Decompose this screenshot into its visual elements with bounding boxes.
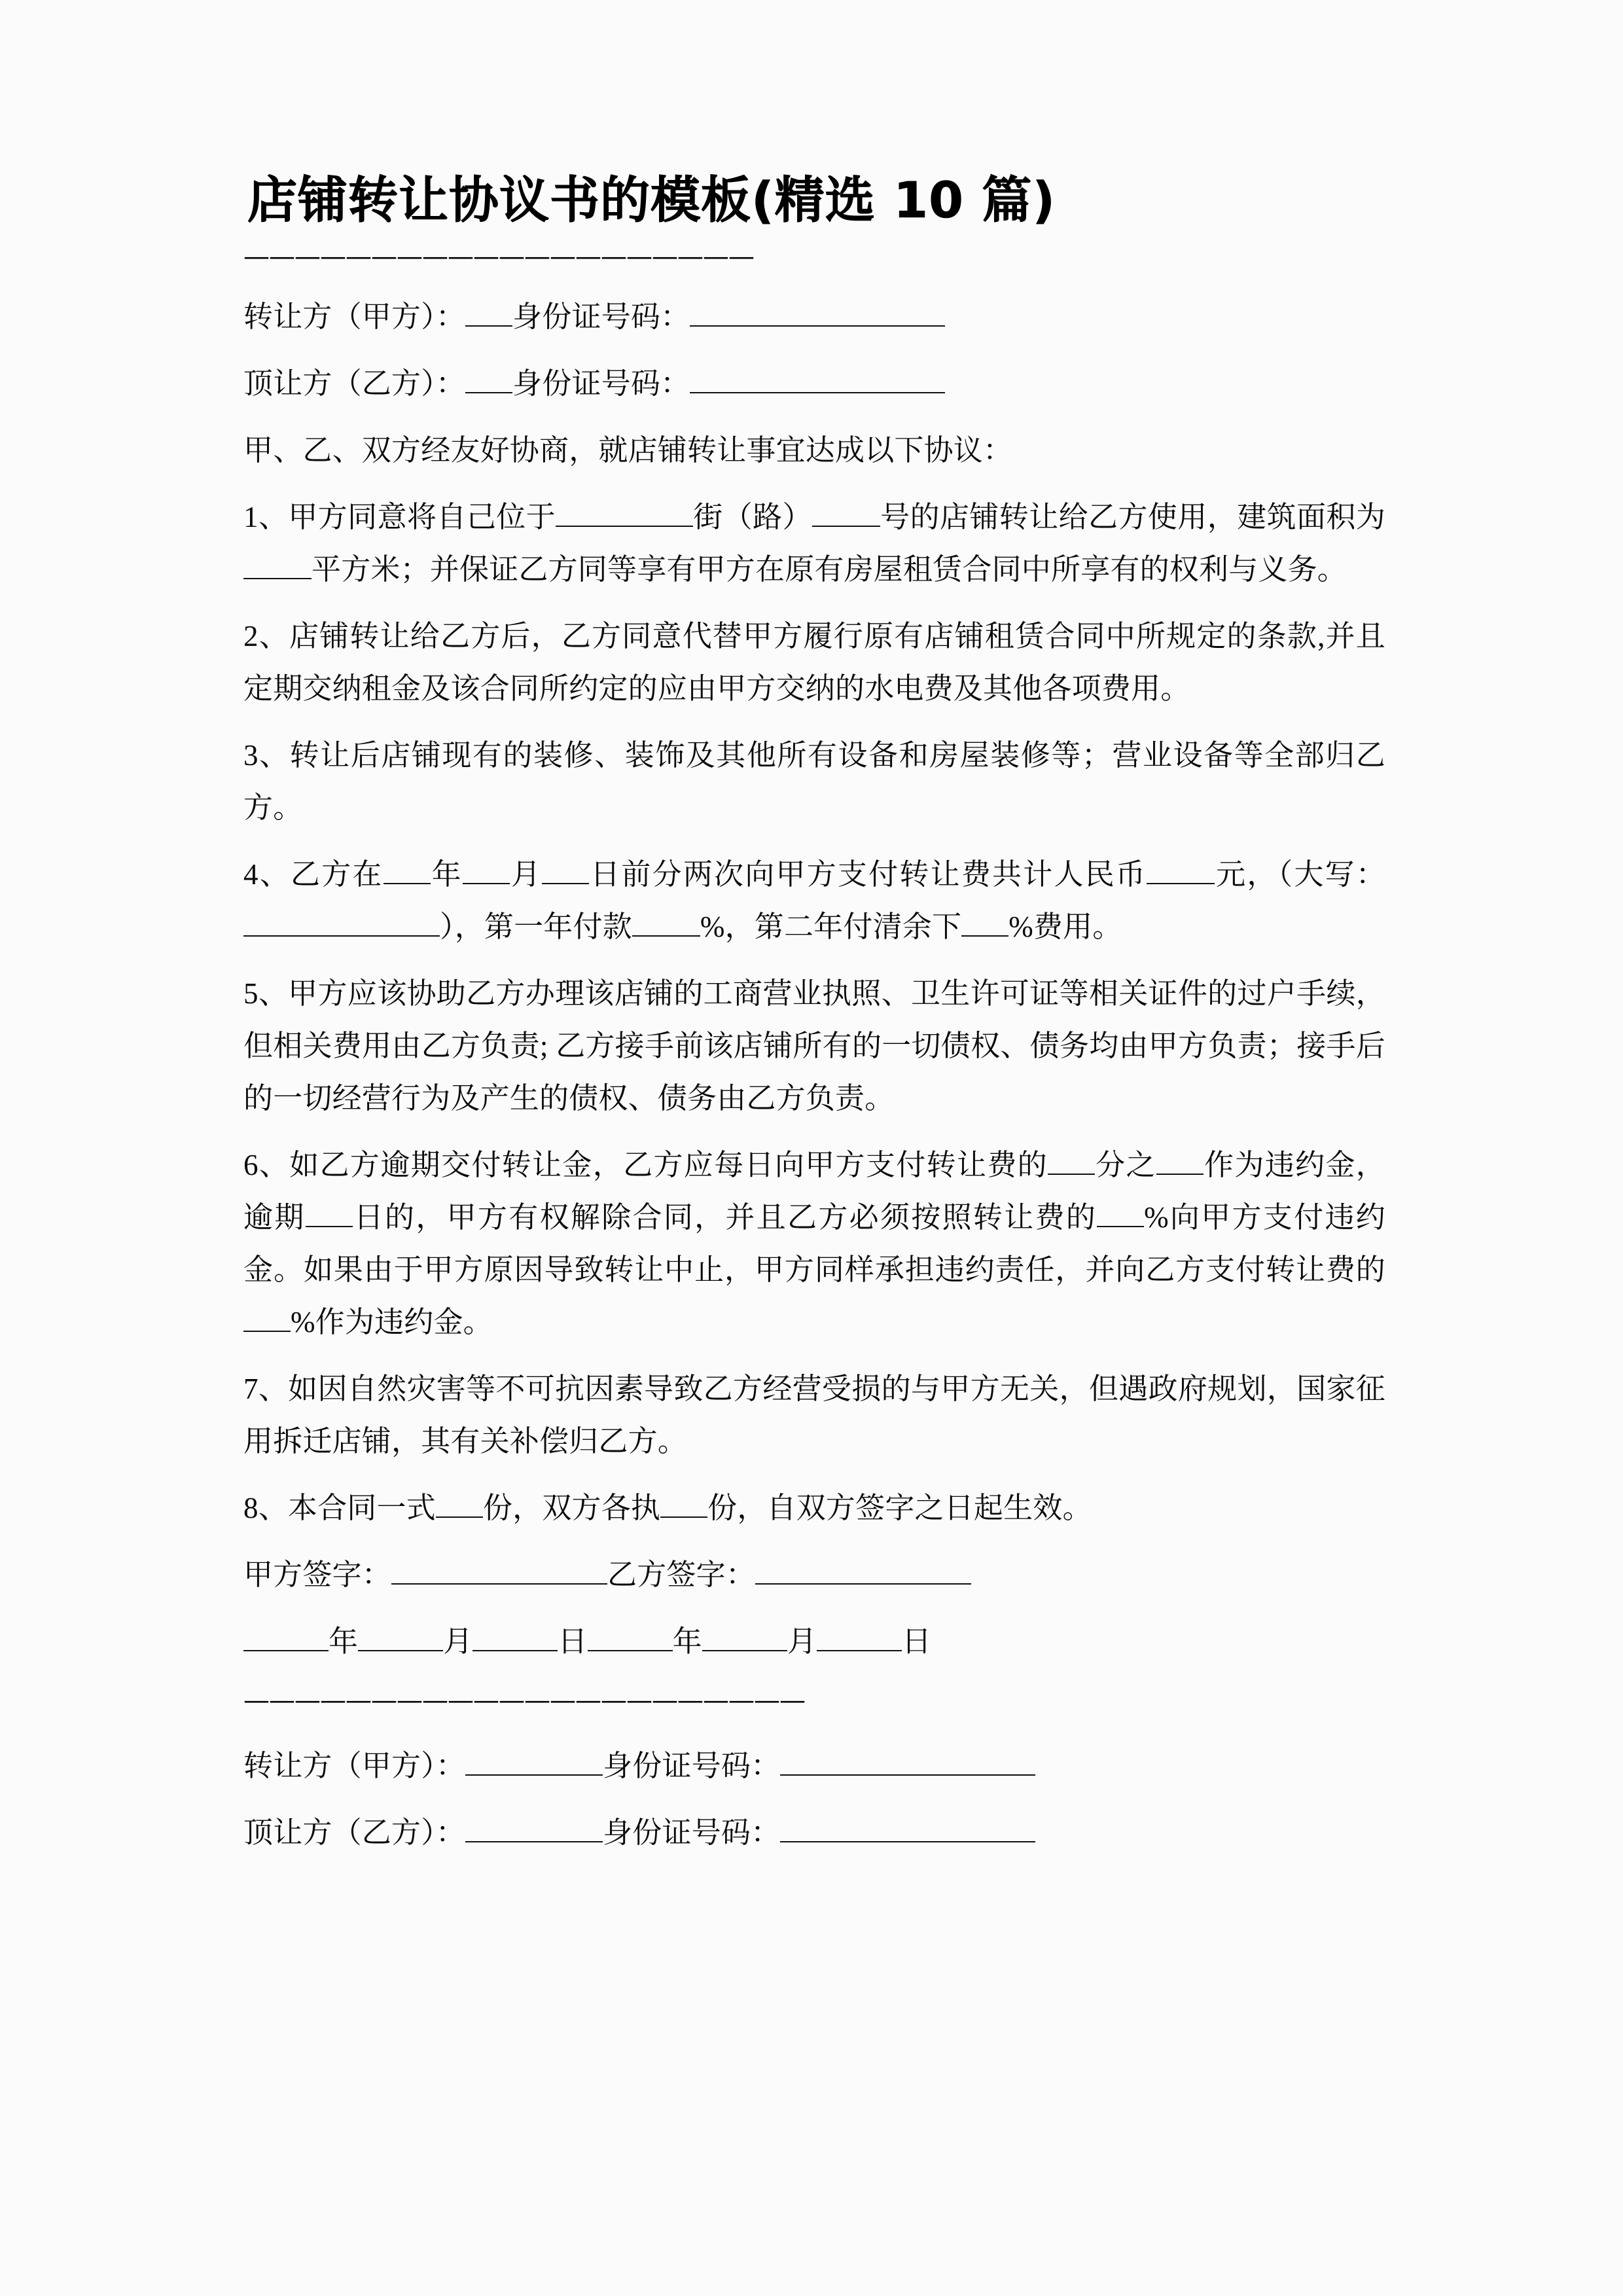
clause-blank[interactable] xyxy=(1147,852,1215,884)
clause-text: 号的店铺转让给乙方使用，建筑面积为 xyxy=(880,501,1385,534)
clause-text: %作为违约金。 xyxy=(291,1306,493,1339)
clause-blank[interactable] xyxy=(1097,1194,1144,1227)
clause-text: 店铺转让给乙方后，乙方同意代替甲方履行原有店铺租赁合同中所规定的条款,并且定期交纳租金及该合同所约定的应由甲方交纳的水电费及其他各项费用。 xyxy=(243,620,1386,706)
clause-blank[interactable] xyxy=(1048,1142,1095,1175)
clause-text: 份，双方各执 xyxy=(482,1492,661,1525)
transferee-label: 顶让方（乙方）： xyxy=(243,367,466,401)
separator-rule-bottom: —————————————————————— xyxy=(243,1687,805,1716)
party-a-day-blank[interactable] xyxy=(473,1619,558,1651)
clause-text: 作为违约金，逾期 xyxy=(243,1149,1386,1234)
party-b-day-blank[interactable] xyxy=(817,1619,902,1651)
transferor-name-blank[interactable] xyxy=(465,294,512,327)
party-row-transferee-top xyxy=(243,357,1385,410)
party-a-signature-blank[interactable] xyxy=(391,1552,607,1585)
clause-text: 日前分两次向甲方支付转让费共计人民币 xyxy=(589,858,1147,891)
clause-blank[interactable] xyxy=(542,852,589,884)
clause-blank[interactable] xyxy=(1156,1142,1204,1175)
clause-text: 月 xyxy=(509,858,543,891)
transferee-label-bottom: 顶让方（乙方）： xyxy=(243,1816,466,1850)
transferee-name-blank[interactable] xyxy=(465,361,512,393)
clause-blank[interactable] xyxy=(383,852,431,884)
clause-number: 3、 xyxy=(243,739,290,772)
clause-text: 甲方应该协助乙方办理该店铺的工商营业执照、卫生许可证等相关证件的过户手续，但相关费用由乙方负责; 乙方接手前该店铺所有的一切债权、债务均由甲方负责；接手后的一切经营行为及产生的债权、债务由乙方负责。 xyxy=(243,977,1385,1115)
clause-paragraph xyxy=(243,1363,1385,1467)
transferor-id-label: 身份证号码： xyxy=(512,300,690,334)
clause-number: 6、 xyxy=(243,1149,290,1182)
clause-number: 8、 xyxy=(243,1492,288,1525)
clause-paragraph xyxy=(243,1139,1385,1348)
party-row-transferor-top xyxy=(243,291,1385,343)
clause-paragraph xyxy=(243,729,1385,834)
clause-text: 日的，甲方有权解除合同，并且乙方必须按照转让费的 xyxy=(352,1201,1097,1234)
separator-rule-top: ———————————————————— xyxy=(243,243,754,272)
party-b-day-label: 日 xyxy=(902,1625,932,1659)
clause-number: 2、 xyxy=(243,620,289,653)
clause-blank[interactable] xyxy=(306,1194,353,1227)
party-a-signature-label: 甲方签字： xyxy=(243,1558,392,1592)
clause-blank[interactable] xyxy=(243,904,440,937)
clause-blank[interactable] xyxy=(243,547,312,579)
transferee-id-blank-bottom[interactable] xyxy=(780,1810,1035,1842)
clause-number: 4、 xyxy=(243,858,291,891)
clause-blank[interactable] xyxy=(632,904,700,937)
party-row-transferee-bottom xyxy=(243,1806,1385,1859)
clause-blank[interactable] xyxy=(436,1485,483,1518)
clause-paragraph xyxy=(243,610,1385,715)
party-b-year-label: 年 xyxy=(672,1625,702,1659)
clause-text: 转让后店铺现有的装修、装饰及其他所有设备和房屋装修等；营业设备等全部归乙方。 xyxy=(243,739,1386,825)
transferee-name-blank-bottom[interactable] xyxy=(465,1810,603,1842)
signature-date-row xyxy=(243,1615,1385,1668)
party-b-signature-blank[interactable] xyxy=(755,1552,971,1585)
clause-blank[interactable] xyxy=(812,494,880,527)
clause-text: 平方米；并保证乙方同等享有甲方在原有房屋租赁合同中所享有的权利与义务。 xyxy=(312,553,1347,586)
party-a-day-label: 日 xyxy=(558,1625,588,1659)
clause-text: 甲方同意将自己位于 xyxy=(288,501,556,534)
party-b-signature-label: 乙方签字： xyxy=(607,1558,756,1592)
clause-text: 份，自双方签字之日起生效。 xyxy=(707,1492,1092,1525)
party-a-month-blank[interactable] xyxy=(358,1619,443,1651)
party-row-transferor-bottom xyxy=(243,1740,1385,1792)
clause-blank[interactable] xyxy=(463,852,510,884)
clause-text: 如乙方逾期交付转让金，乙方应每日向甲方支付转让费的 xyxy=(289,1149,1048,1182)
party-a-year-blank[interactable] xyxy=(243,1619,329,1651)
clause-number: 5、 xyxy=(243,977,289,1011)
clause-text: 元，（大写： xyxy=(1215,858,1385,891)
clause-text: %费用。 xyxy=(1008,910,1122,944)
page-title: 店铺转让协议书的模板(精选 10 篇) xyxy=(247,171,1056,229)
clause-text: ），第一年付款 xyxy=(440,910,632,944)
clause-text: 年 xyxy=(430,858,463,891)
document-content xyxy=(243,171,1385,1873)
transferee-id-label-bottom: 身份证号码： xyxy=(603,1816,781,1850)
party-b-month-blank[interactable] xyxy=(702,1619,787,1651)
clause-text: %向甲方支付违约金。如果由于甲方原因导致转让中止，甲方同样承担违约责任，并向乙方支付转让费的 xyxy=(243,1201,1385,1287)
clause-paragraph xyxy=(243,1482,1385,1534)
clause-text: 街（路） xyxy=(693,501,812,534)
clause-text: 分之 xyxy=(1095,1149,1156,1182)
clause-paragraph xyxy=(243,967,1385,1124)
preamble-paragraph: 甲、乙、双方经友好协商，就店铺转让事宜达成以下协议： xyxy=(243,434,1013,467)
clause-paragraph xyxy=(243,848,1385,953)
clause-text: 乙方在 xyxy=(290,858,383,891)
clause-blank[interactable] xyxy=(660,1485,707,1518)
transferor-id-label-bottom: 身份证号码： xyxy=(603,1749,781,1783)
transferor-name-blank-bottom[interactable] xyxy=(465,1743,603,1776)
clause-number: 7、 xyxy=(243,1372,289,1406)
transferee-id-blank[interactable] xyxy=(690,361,945,393)
transferor-id-blank[interactable] xyxy=(690,294,945,327)
clause-text: 本合同一式 xyxy=(287,1492,436,1525)
party-b-year-blank[interactable] xyxy=(588,1619,673,1651)
clause-blank[interactable] xyxy=(243,1299,291,1332)
clause-text: %，第二年付清余下 xyxy=(700,910,962,944)
transferor-label: 转让方（甲方）： xyxy=(243,300,466,334)
clause-text: 如因自然灾害等不可抗因素导致乙方经营受损的与甲方无关，但遇政府规划，国家征用拆迁店铺，其有关补偿归乙方。 xyxy=(243,1372,1385,1458)
transferor-label-bottom: 转让方（甲方）： xyxy=(243,1749,466,1783)
signature-row xyxy=(243,1549,1385,1601)
transferor-id-blank-bottom[interactable] xyxy=(780,1743,1035,1776)
clause-blank[interactable] xyxy=(556,494,693,527)
clause-paragraph xyxy=(243,491,1385,596)
clause-blank[interactable] xyxy=(961,904,1008,937)
transferee-id-label: 身份证号码： xyxy=(512,367,690,401)
party-b-month-label: 月 xyxy=(787,1625,817,1659)
clause-number: 1、 xyxy=(243,501,289,534)
party-a-year-label: 年 xyxy=(329,1625,359,1659)
party-a-month-label: 月 xyxy=(443,1625,473,1659)
clause-list xyxy=(243,491,1385,1534)
